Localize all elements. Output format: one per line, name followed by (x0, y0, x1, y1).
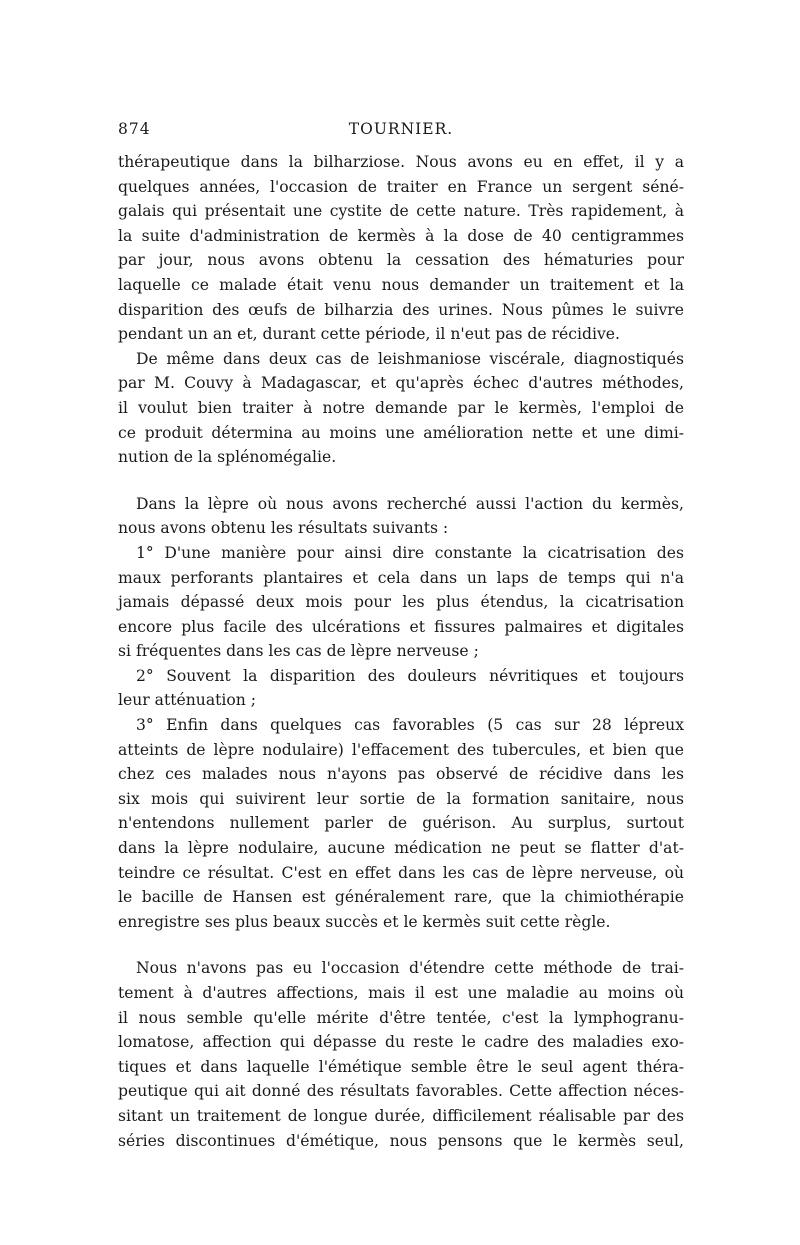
paragraph-p2 (118, 347, 684, 470)
text-line: sitant un traitement de longue durée, difficilement réalisable par des (118, 1106, 684, 1125)
text-line: lomatose, affection qui dépasse du reste le cadre des maladies exo- (118, 1033, 684, 1052)
text-line: il nous semble qu'elle mérite d'être tentée, c'est la lymphogranu- (118, 1008, 684, 1027)
text-line: disparition des œufs de bilharzia des urines. Nous pûmes le suivre (118, 300, 684, 319)
text-line: 3° Enfin dans quelques cas favorables (5 cas sur 28 lépreux (136, 716, 684, 735)
paragraph-p5 (118, 664, 684, 713)
running-head (118, 120, 684, 150)
text-line: si fréquentes dans les cas de lèpre nerveuse ; (118, 642, 479, 661)
text-line: teindre ce résultat. C'est en effet dans les cas de lèpre nerveuse, où (118, 863, 684, 882)
text-line: tement à d'autres affections, mais il est une maladie au moins où (118, 984, 684, 1002)
text-line: le bacille de Hansen est généralement rare, que la chimiothérapie (118, 888, 684, 907)
text-line: n'entendons nullement parler de guérison. Au surplus, surtout (118, 814, 684, 833)
paragraph-p4 (118, 541, 684, 664)
paragraph-gap (118, 934, 684, 956)
text-line: atteints de lèpre nodulaire) l'effacement des tubercules, et bien que (118, 740, 684, 759)
text-line: pendant un an et, durant cette période, il n'eut pas de récidive. (118, 325, 620, 344)
text-line: thérapeutique dans la bilharziose. Nous avons eu en effet, il y a (118, 153, 684, 171)
text-line: par M. Couvy à Madagascar, et qu'après échec d'autres méthodes, (118, 374, 684, 393)
text-line: la suite d'administration de kermès à la dose de 40 centigrammes (118, 226, 684, 245)
text-line: laquelle ce malade était venu nous demander un traitement et la (118, 275, 684, 294)
body-text (118, 150, 684, 1153)
text-line: peutique qui ait donné des résultats favorables. Cette affection néces- (118, 1082, 684, 1101)
paragraph-p1 (118, 150, 684, 347)
text-line: 2° Souvent la disparition des douleurs névritiques et toujours (136, 666, 684, 685)
text-line: tiques et dans laquelle l'émétique semble être le seul agent théra- (118, 1057, 684, 1076)
paragraph-gap (118, 470, 684, 492)
text-line: quelques années, l'occasion de traiter en France un sergent séné- (118, 177, 684, 196)
running-title: TOURNIER. (348, 120, 454, 138)
text-line: 1° D'une manière pour ainsi dire constante la cicatrisation des (136, 543, 684, 562)
text-line: maux perforants plantaires et cela dans un laps de temps qui n'a (118, 568, 684, 587)
text-line: dans la lèpre nodulaire, aucune médication ne peut se flatter d'at- (118, 839, 684, 858)
paragraph-p3 (118, 492, 684, 541)
text-line: jamais dépassé deux mois pour les plus étendus, la cicatrisation (118, 593, 684, 612)
paragraph-p6 (118, 713, 684, 934)
text-line: galais qui présentait une cystite de cette nature. Très rapidement, à (118, 202, 684, 221)
text-line: par jour, nous avons obtenu la cessation des hématuries pour (118, 251, 684, 270)
text-line: séries discontinues d'émétique, nous pensons que le kermès seul, (118, 1131, 684, 1150)
text-line: encore plus facile des ulcérations et fissures palmaires et digitales (118, 617, 684, 636)
text-line: nution de la splénomégalie. (118, 448, 337, 467)
text-line: six mois qui suivirent leur sortie de la formation sanitaire, nous (118, 789, 684, 808)
text-line: ce produit détermina au moins une amélioration nette et une dimi- (118, 423, 684, 442)
page (118, 120, 684, 1153)
text-line: De même dans deux cas de leishmaniose viscérale, diagnostiqués (136, 349, 684, 368)
text-line: chez ces malades nous n'ayons pas observé de récidive dans les (118, 765, 684, 784)
text-line: Nous n'avons pas eu l'occasion d'étendre cette méthode de trai- (136, 959, 684, 978)
text-line: Dans la lèpre où nous avons recherché aussi l'action du kermès, (136, 494, 684, 513)
text-line: il voulut bien traiter à notre demande par le kermès, l'emploi de (118, 398, 684, 417)
text-line: nous avons obtenu les résultats suivants : (118, 519, 449, 538)
page-number: 874 (118, 120, 151, 138)
text-line: enregistre ses plus beaux succès et le kermès suit cette règle. (118, 912, 611, 931)
text-line: leur atténuation ; (118, 691, 257, 710)
paragraph-p7 (118, 956, 684, 1153)
